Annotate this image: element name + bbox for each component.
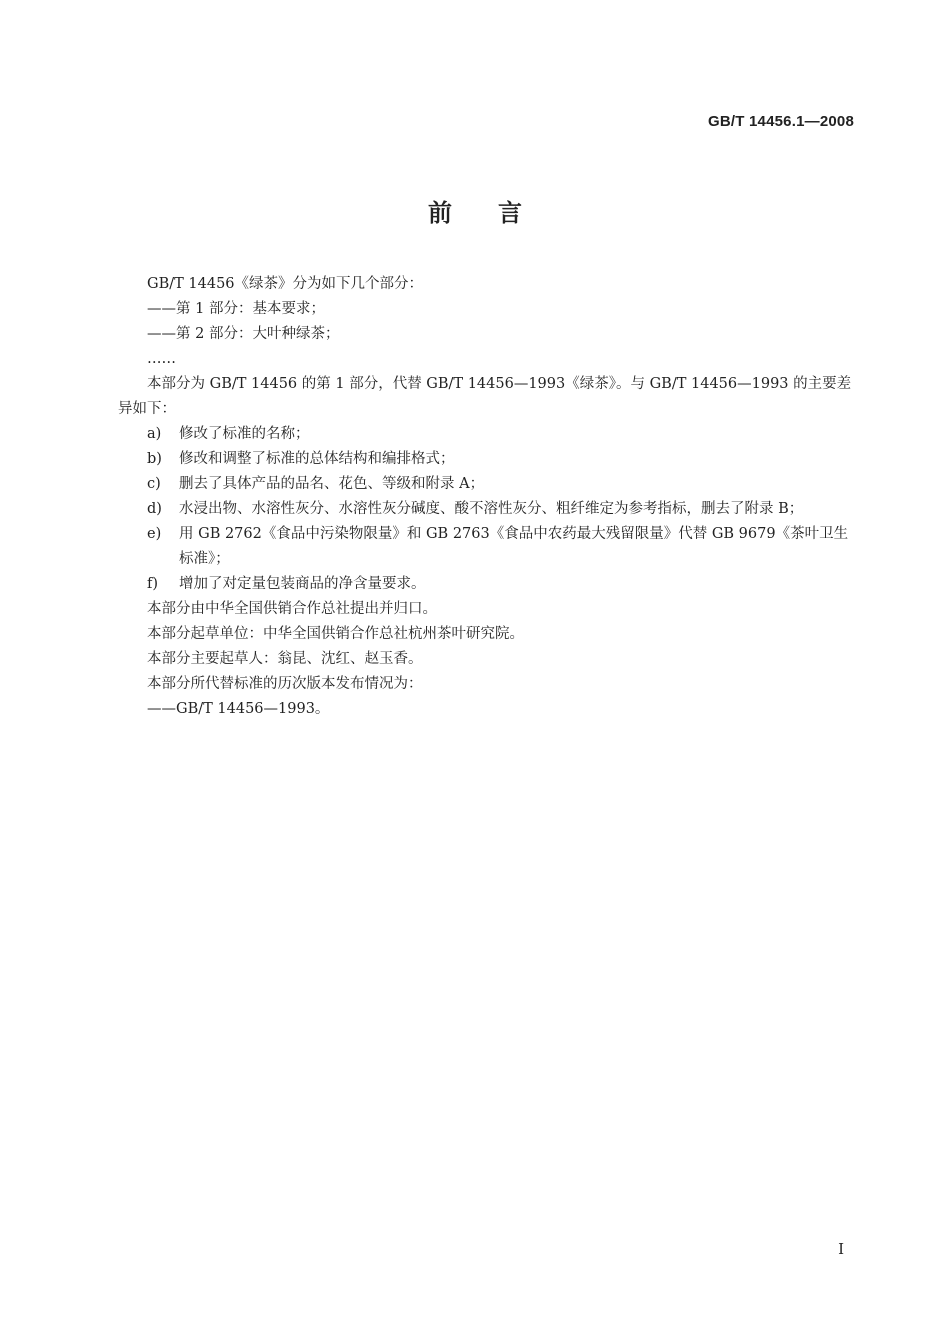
change-item-f (118, 572, 856, 597)
change-item-text: 删去了具体产品的品名、花色、等级和附录 A； (179, 476, 485, 492)
replace-paragraph: 本部分为 GB/T 14456 的第 1 部分，代替 GB/T 14456—1993《绿茶》。与 GB/T 14456—1993 的主要差异如下： (118, 376, 852, 417)
change-item-text: 修改和调整了标准的总体结构和编排格式； (179, 451, 455, 467)
history-item: ——GB/T 14456—1993。 (147, 701, 330, 717)
change-item-label: f) (147, 576, 159, 592)
change-item-label: d) (147, 501, 162, 517)
ellipsis: …… (147, 351, 176, 367)
change-item-c (118, 472, 856, 497)
change-item-b (118, 447, 856, 472)
intro-paragraph: GB/T 14456《绿茶》分为如下几个部分： (147, 276, 424, 292)
change-item-text: 用 GB 2762《食品中污染物限量》和 GB 2763《食品中农药最大残留限量》代替 GB 9679《茶叶卫生标准》； (179, 526, 849, 567)
change-item-d (118, 497, 856, 522)
document-code: GB/T 14456.1—2008 (708, 113, 854, 130)
proposer-paragraph: 本部分由中华全国供销合作总社提出并归口。 (147, 601, 437, 617)
change-item-e (118, 522, 856, 572)
change-item-label: e) (147, 526, 162, 542)
change-item-text: 增加了对定量包装商品的净含量要求。 (179, 576, 426, 592)
page-number: I (838, 1240, 844, 1258)
change-item-text: 水浸出物、水溶性灰分、水溶性灰分碱度、酸不溶性灰分、粗纤维定为参考指标，删去了附录 B； (179, 501, 804, 517)
change-item-label: b) (147, 451, 162, 467)
page-title: 前言 (428, 198, 568, 227)
change-item-label: a) (147, 426, 162, 442)
history-intro-paragraph: 本部分所代替标准的历次版本发布情况为： (147, 676, 423, 692)
change-item-text: 修改了标准的名称； (179, 426, 310, 442)
drafters-paragraph: 本部分主要起草人：翁昆、沈红、赵玉香。 (147, 651, 423, 667)
document-body (118, 272, 856, 722)
change-item-label: c) (147, 476, 161, 492)
part-1-item: ——第 1 部分：基本要求； (147, 301, 325, 317)
drafting-unit-paragraph: 本部分起草单位：中华全国供销合作总社杭州茶叶研究院。 (147, 626, 524, 642)
change-item-a (118, 422, 856, 447)
part-2-item: ——第 2 部分：大叶种绿茶； (147, 326, 340, 342)
